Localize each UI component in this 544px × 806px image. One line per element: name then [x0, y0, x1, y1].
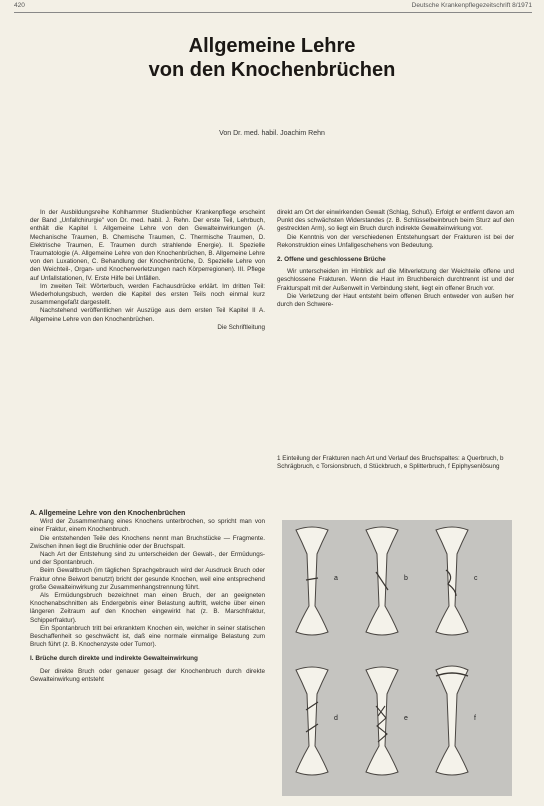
figure-label-b: b [404, 575, 408, 582]
body-paragraph: Ein Spontanbruch tritt bei erkranktem Knochen ein, welcher in seiner statischen Beschaffenheit so geschwächt ist, daß eine normale einmalige Belastung zum Bruch führt (z. B. Knochenzyste oder Tumor). [30, 624, 265, 649]
bone-d [296, 667, 328, 775]
figure-label-f: f [474, 715, 476, 722]
right-column-text [277, 209, 514, 449]
figure-label-d: d [334, 715, 338, 722]
body-paragraph: Die Verletzung der Haut entsteht beim offenen Bruch entweder von außen her durch den Schwere- [277, 292, 514, 309]
journal-title: Deutsche Krankenpflegezeitschrift 8/1971 [411, 2, 532, 9]
editorial-signature: Die Schriftleitung [217, 323, 265, 331]
body-paragraph: Als Ermüdungsbruch bezeichnet man einen Bruch, der an geeigneten Knochenabschnitten als Endergebnis einer Belastung auftritt, welche über einen längeren Zeitraum auf den Knochen eingewirkt hat (z. B. Marschfraktur, Schipperfraktur). [30, 592, 265, 624]
fracture-illustration [282, 520, 512, 796]
editorial-intro [30, 209, 265, 484]
page-number: 420 [14, 2, 25, 9]
bone-c [436, 527, 468, 635]
intro-paragraph: Im zweiten Teil: Wörterbuch, werden Fachausdrücke erklärt. Im dritten Teil: Wiederholungsbuch, werden die Kapitel des ersten Teils noch einmal kurz zusammengefaßt dargestellt. [30, 282, 265, 307]
fracture-figure [282, 520, 512, 796]
author-byline: Von Dr. med. habil. Joachim Rehn [219, 130, 325, 137]
body-paragraph: Wir unterscheiden im Hinblick auf die Mitverletzung der Weichteile offene und geschlossene Frakturen. Wenn die Haut im Bruchbereich durchtrennt ist und der Frakturspalt mit der Außenwelt in Verbindung steht, liegt ein offener Bruch vor. [277, 268, 514, 292]
figure-label-e: e [404, 715, 408, 722]
header-rule [14, 12, 532, 13]
section-heading: A. Allgemeine Lehre von den Knochenbrüchen [30, 510, 186, 517]
body-paragraph: direkt am Ort der einwirkenden Gewalt (Schlag, Schuß). Erfolgt er entfernt davon am Punkt des schwächsten Widerstandes (z. B. Schlüsselbeinbruch beim Sturz auf den gestreckten Arm), so liegt ein Bruch durch indirekte Gewalteinwirkung vor. [277, 209, 514, 233]
figure-label-c: c [474, 575, 478, 582]
figure-caption: 1 Einteilung der Frakturen nach Art und Verlauf des Bruchspaltes: a Querbruch, b Schrägbruch, c Torsionsbruch, d Stückbruch, e Splitterbruch, f Epiphysenlösung [277, 455, 504, 471]
body-paragraph: Die Kenntnis von der verschiedenen Entstehungsart der Frakturen ist bei der Rekonstruktion eines Unfallgeschehens von Bedeutung. [277, 233, 514, 249]
intro-paragraph: In der Ausbildungsreihe Kohlhammer Studienbücher Krankenpflege erscheint der Band „Unfallchirurgie" von Dr. med. habil. J. Rehn. Der erste Teil, Lehrbuch, enthält die Kapitel I. Allgemeine Lehre von den Gewalteinwirkungen (A. Mechanische Traumen, B. Chemische Traumen, C. Thermische Traumen, D. Elektrische Traumen, E. Traumen durch strahlende Energie). II. Spezielle Traumatologie (A. Allgemeine Lehre von den Knochenbrüchen, B. Allgemeine Lehre von den Luxationen, C. Behandlung der Knochenbrüche, D. Spezielle Lehre von den Weichteil-, Organ- und Knochenverletzungen nach Körperregionen). III. Pflege auf Unfallstationen, IV. Erste Hilfe bei Unfällen. [30, 209, 265, 282]
section-a-column [30, 510, 265, 800]
body-paragraph: Die entstehenden Teile des Knochens nennt man Bruchstücke — Fragmente. Zwischen ihnen liegt die Bruchlinie oder der Bruchspalt. [30, 534, 265, 550]
body-paragraph: Nach Art der Entstehung sind zu unterscheiden der Gewalt-, der Ermüdungs- und der Spontanbruch. [30, 551, 265, 567]
body-paragraph: Wird der Zusammenhang eines Knochens unterbrochen, so spricht man von einer Fraktur, einem Knochenbruch. [30, 518, 265, 534]
body-paragraph: Der direkte Bruch oder genauer gesagt der Knochenbruch durch direkte Gewalteinwirkung entsteht [30, 667, 265, 683]
article-title [0, 34, 544, 82]
bone-e [366, 667, 398, 775]
running-head [14, 2, 532, 12]
intro-paragraph: Nachstehend veröffentlichen wir Auszüge aus dem ersten Teil Kapitel II A. Allgemeine Lehre von den Knochenbrüchen. [30, 307, 265, 323]
body-paragraph: Beim Gewaltbruch (im täglichen Sprachgebrauch wird der Ausdruck Bruch oder Fraktur ohne Beiwort benutzt) bricht der gesunde Knochen, weil eine entsprechend große Gewalteinwirkung zur Zusammenhangstrennung führt. [30, 567, 265, 591]
bone-b [366, 527, 398, 635]
subsection-heading: I. Brüche durch direkte und indirekte Gewalteinwirkung [30, 655, 198, 663]
figure-label-a: a [334, 575, 338, 582]
subsection-heading: 2. Offene und geschlossene Brüche [277, 256, 386, 264]
bone-f [436, 666, 468, 775]
title-line-1: Allgemeine Lehre [188, 35, 356, 57]
bone-a [296, 527, 328, 635]
title-line-2: von den Knochenbrüchen [148, 59, 396, 81]
